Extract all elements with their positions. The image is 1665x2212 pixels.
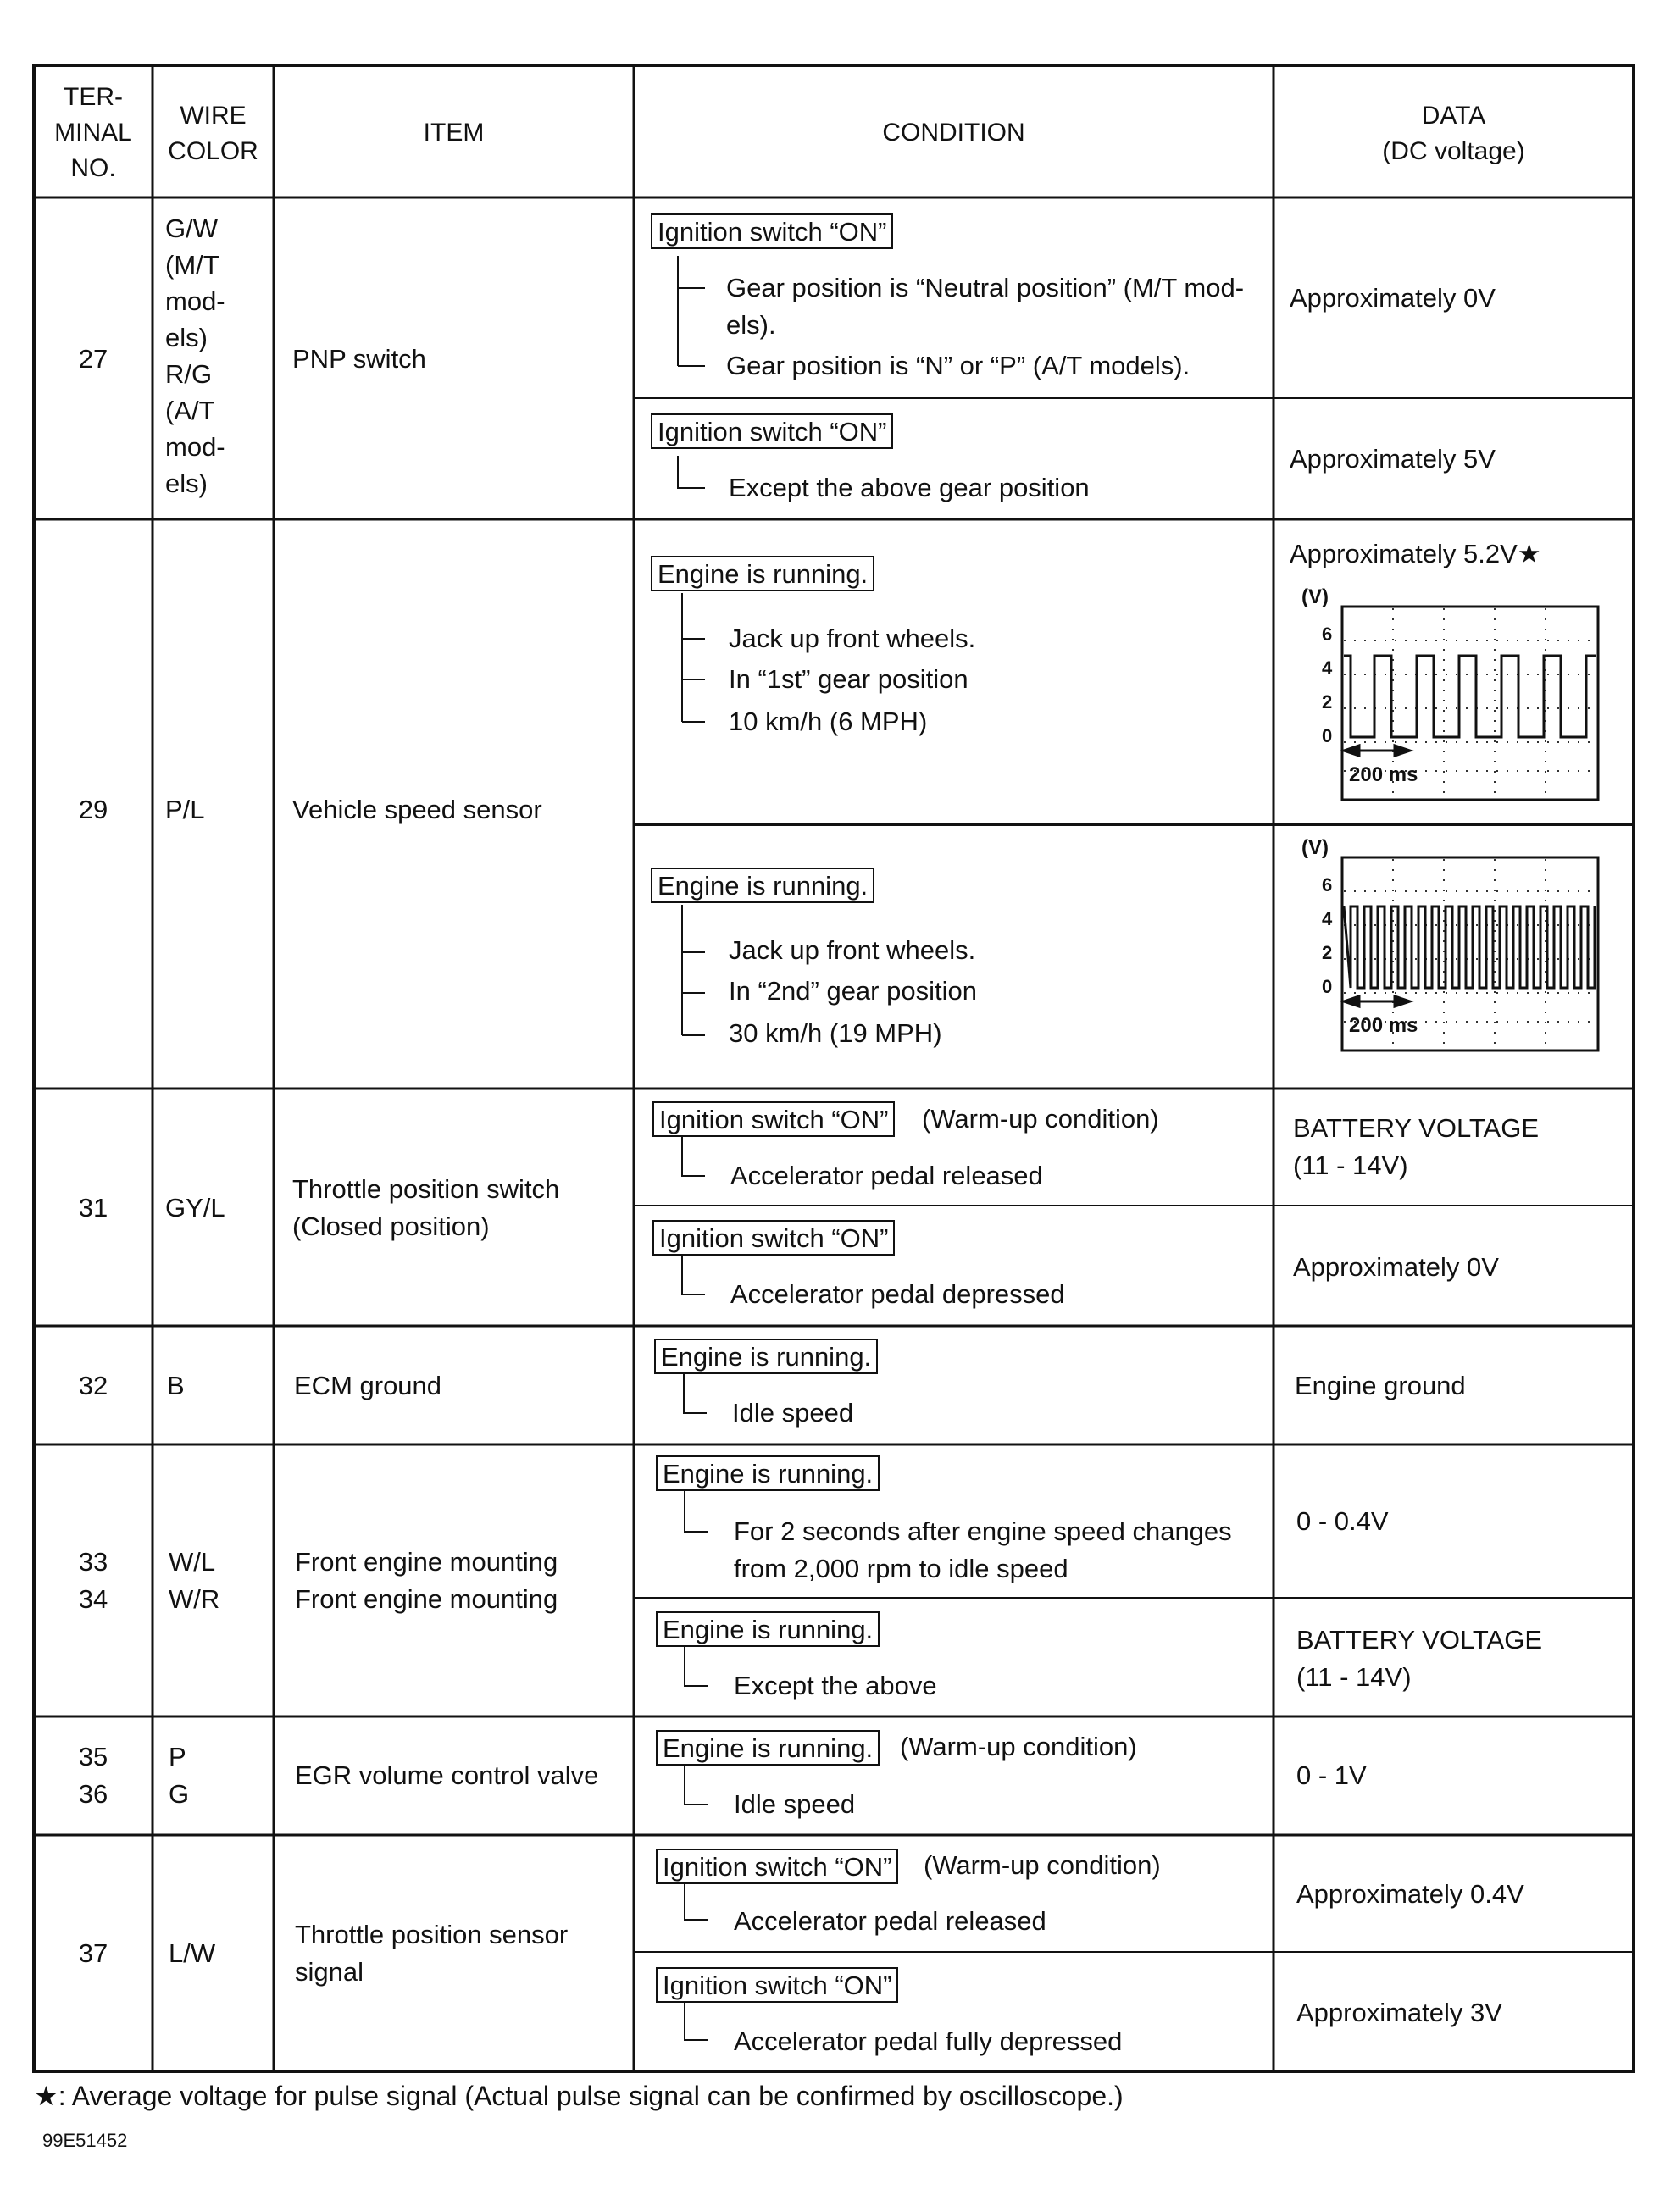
- condition-box: Ignition switch “ON”: [651, 413, 893, 449]
- wire-color: P G: [169, 1742, 190, 1809]
- data-value: 0 - 1V: [1296, 1760, 1367, 1790]
- data-value: BATTERY VOLTAGE (11 - 14V): [1293, 1113, 1539, 1180]
- condition-detail: Idle speed: [732, 1398, 854, 1428]
- item-label: Throttle position sensor signal: [295, 1920, 569, 1987]
- condition-box: Engine is running.: [654, 1339, 878, 1374]
- item-label: Vehicle speed sensor: [292, 795, 542, 824]
- condition-box: Engine is running.: [656, 1455, 880, 1491]
- condition-detail: 30 km/h (19 MPH): [729, 1018, 942, 1048]
- data-value: Engine ground: [1295, 1371, 1466, 1400]
- condition-box: Ignition switch “ON”: [656, 1967, 898, 2003]
- data-value: BATTERY VOLTAGE (11 - 14V): [1296, 1625, 1542, 1692]
- time-scale-label: 200 ms: [1349, 763, 1418, 786]
- svg-text:6: 6: [1322, 874, 1333, 895]
- terminal-number: 31: [78, 1193, 108, 1222]
- svg-text:0: 0: [1322, 976, 1333, 997]
- condition-detail: Except the above: [734, 1671, 937, 1700]
- terminal-number: 32: [78, 1371, 108, 1400]
- condition-detail: In “1st” gear position: [729, 664, 968, 694]
- wire-color: L/W: [169, 1938, 216, 1968]
- condition-detail: Accelerator pedal depressed: [730, 1279, 1065, 1309]
- svg-text:200 ms: 200 ms: [1349, 1014, 1418, 1037]
- condition-box: Ignition switch “ON”: [652, 1101, 895, 1137]
- data-value: Approximately 0V: [1293, 1252, 1499, 1282]
- data-value: Approximately 5V: [1290, 444, 1496, 474]
- header-data: DATA (DC voltage): [1382, 102, 1525, 165]
- wire-color: P/L: [165, 795, 205, 824]
- oscilloscope-waveform-1st-gear: [1290, 581, 1612, 818]
- condition-detail: In “2nd” gear position: [729, 976, 977, 1006]
- figure-code: 99E51452: [42, 2130, 128, 2151]
- data-value: Approximately 5.2V★: [1290, 539, 1541, 568]
- svg-text:0: 0: [1322, 725, 1333, 746]
- item-label: ECM ground: [294, 1371, 442, 1400]
- header-terminal-no: TER- MINAL NO.: [54, 83, 132, 182]
- condition-box: Engine is running.: [656, 1730, 880, 1766]
- volt-axis-label: (V): [1301, 585, 1329, 608]
- condition-detail: els).: [726, 310, 776, 340]
- condition-detail: Accelerator pedal released: [730, 1161, 1043, 1190]
- condition-box: Engine is running.: [651, 556, 874, 591]
- header-item: ITEM: [423, 119, 485, 147]
- condition-note: (Warm-up condition): [900, 1732, 1137, 1761]
- item-label: PNP switch: [292, 344, 426, 374]
- condition-detail: Jack up front wheels.: [729, 935, 976, 965]
- condition-detail: Jack up front wheels.: [729, 624, 976, 653]
- header-wire-color: WIRE COLOR: [168, 102, 258, 165]
- svg-text:2: 2: [1322, 691, 1333, 712]
- terminal-number: 37: [78, 1938, 108, 1968]
- item-label: Throttle position switch (Closed position): [292, 1174, 560, 1241]
- condition-box: Engine is running.: [656, 1611, 880, 1647]
- terminal-number: 35 36: [78, 1742, 108, 1809]
- item-label: EGR volume control valve: [295, 1760, 599, 1790]
- item-label: Front engine mounting Front engine mounting: [295, 1547, 558, 1614]
- condition-box: Ignition switch “ON”: [652, 1220, 895, 1256]
- svg-text:(V): (V): [1301, 836, 1329, 859]
- data-value: Approximately 0.4V: [1296, 1879, 1524, 1909]
- svg-text:4: 4: [1322, 908, 1333, 929]
- svg-text:6: 6: [1322, 624, 1333, 645]
- data-value: Approximately 3V: [1296, 1998, 1502, 2027]
- svg-text:4: 4: [1322, 657, 1333, 679]
- condition-detail: Idle speed: [734, 1789, 856, 1819]
- footnote: ★: Average voltage for pulse signal (Actual pulse signal can be confirmed by oscilloscope.): [34, 2081, 1124, 2111]
- data-value: 0 - 0.4V: [1296, 1506, 1389, 1536]
- terminal-number: 33 34: [78, 1547, 108, 1614]
- header-condition: CONDITION: [882, 119, 1025, 147]
- condition-note: (Warm-up condition): [922, 1104, 1159, 1134]
- condition-detail: Except the above gear position: [729, 473, 1090, 502]
- condition-detail: Gear position is “Neutral position” (M/T mod-: [726, 273, 1245, 302]
- oscilloscope-waveform-2nd-gear: [1290, 832, 1612, 1069]
- condition-detail: 10 km/h (6 MPH): [729, 707, 928, 736]
- svg-text:2: 2: [1322, 942, 1333, 963]
- wire-color: G/W (M/T mod- els) R/G (A/T mod- els): [165, 213, 225, 498]
- data-value: Approximately 0V: [1290, 283, 1496, 313]
- wire-color: W/L W/R: [169, 1547, 220, 1614]
- condition-detail: Accelerator pedal released: [734, 1906, 1046, 1936]
- condition-note: (Warm-up condition): [924, 1850, 1161, 1880]
- condition-detail: For 2 seconds after engine speed changes from 2,000 rpm to idle speed: [734, 1516, 1232, 1583]
- condition-detail: Gear position is “N” or “P” (A/T models).: [726, 351, 1190, 380]
- wire-color: GY/L: [165, 1193, 225, 1222]
- wire-color: B: [167, 1371, 185, 1400]
- terminal-number: 27: [78, 344, 108, 374]
- condition-box: Engine is running.: [651, 868, 874, 903]
- condition-detail: Accelerator pedal fully depressed: [734, 2026, 1123, 2056]
- condition-box: Ignition switch “ON”: [651, 213, 893, 249]
- condition-box: Ignition switch “ON”: [656, 1849, 898, 1884]
- terminal-number: 29: [78, 795, 108, 824]
